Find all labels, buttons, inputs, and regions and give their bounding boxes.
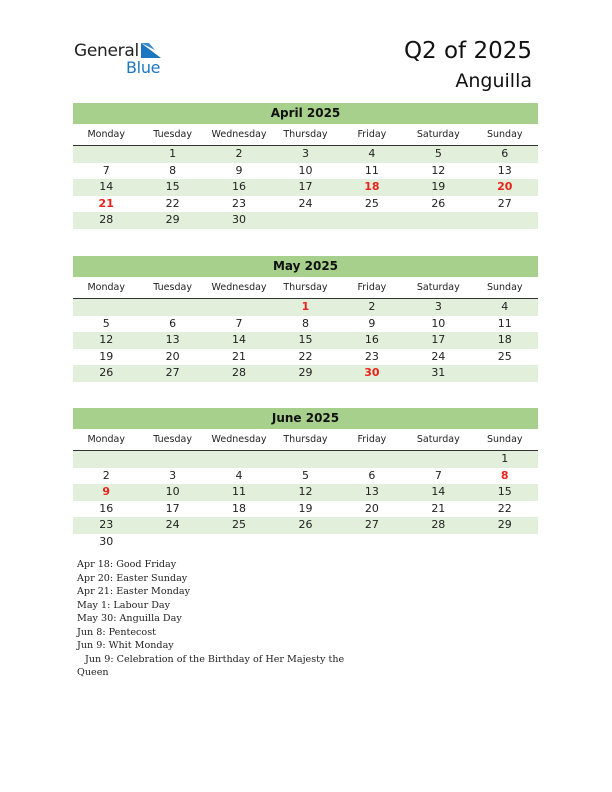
week-row — [73, 179, 538, 196]
week-row — [73, 501, 538, 518]
day-cell: 30 — [99, 534, 114, 548]
week-row — [73, 196, 538, 213]
day-cell — [272, 451, 338, 468]
day-cell: 3 — [301, 147, 309, 160]
page-title: Q2 of 2025 — [403, 38, 532, 64]
day-cell: 14 — [232, 333, 247, 347]
day-cell: 15 — [298, 333, 313, 347]
day-cell: 19 — [298, 501, 313, 515]
day-cell: 5 — [434, 147, 442, 160]
day-cell: 12 — [298, 485, 313, 499]
day-cell — [206, 451, 272, 468]
day-cell: 5 — [102, 316, 110, 330]
day-cell: 29 — [497, 518, 512, 532]
holiday-note: Apr 20: Easter Sunday — [77, 572, 188, 584]
month-calendar-may — [73, 256, 538, 382]
day-of-week-label: Monday — [87, 282, 125, 293]
day-cell — [73, 299, 139, 316]
day-of-week-label: Thursday — [283, 434, 328, 445]
day-cell — [472, 534, 538, 551]
week-row — [73, 468, 538, 485]
week-row — [73, 534, 538, 551]
day-cell: 10 — [298, 163, 313, 177]
day-cell: 25 — [364, 196, 379, 210]
holiday-note: Jun 9: Whit Monday — [77, 640, 174, 651]
day-of-week-label: Thursday — [283, 282, 328, 293]
day-cell — [405, 451, 471, 468]
holiday-note: May 1: Labour Day — [77, 599, 171, 611]
day-cell: 29 — [165, 213, 180, 227]
day-cell: 9 — [102, 485, 111, 499]
day-cell: 17 — [165, 501, 180, 515]
day-of-week-row — [73, 281, 538, 299]
day-cell: 3 — [434, 300, 442, 313]
day-cell: 13 — [364, 485, 379, 499]
logo-blue-text: Blue — [126, 58, 161, 77]
day-cell — [73, 451, 139, 468]
day-cell: 27 — [165, 366, 180, 380]
holiday-note: May 30: Anguilla Day — [77, 613, 182, 624]
day-cell: 11 — [364, 163, 379, 177]
day-cell: 14 — [99, 180, 114, 194]
day-cell: 8 — [500, 468, 509, 482]
day-cell: 15 — [165, 180, 180, 194]
day-cell: 22 — [298, 349, 313, 363]
day-of-week-label: Saturday — [416, 282, 460, 293]
day-cell: 7 — [102, 163, 110, 177]
day-cell: 9 — [368, 316, 376, 330]
day-of-week-label: Saturday — [416, 129, 460, 140]
month-header: May 2025 — [73, 256, 538, 277]
day-cell: 2 — [102, 468, 110, 482]
day-cell: 20 — [497, 180, 513, 194]
holiday-note: Queen — [77, 667, 109, 678]
week-row — [73, 146, 538, 163]
day-cell: 24 — [165, 518, 180, 532]
day-of-week-label: Tuesday — [153, 282, 192, 293]
day-cell: 30 — [232, 213, 247, 227]
day-of-week-label: Wednesday — [211, 129, 267, 140]
day-cell: 11 — [497, 316, 512, 330]
day-cell: 31 — [431, 366, 446, 380]
day-of-week-label: Wednesday — [211, 434, 267, 445]
week-row — [73, 316, 538, 333]
day-cell — [339, 534, 405, 551]
day-cell: 18 — [232, 501, 247, 515]
day-of-week-label: Saturday — [416, 434, 460, 445]
day-cell: 22 — [497, 501, 512, 515]
day-cell — [472, 212, 538, 229]
holiday-note: Apr 21: Easter Monday — [77, 586, 191, 597]
day-of-week-label: Sunday — [486, 282, 523, 293]
day-cell: 26 — [99, 366, 114, 380]
week-row — [73, 365, 538, 382]
week-row — [73, 163, 538, 180]
day-cell: 28 — [431, 518, 446, 532]
week-row — [73, 484, 538, 501]
day-cell: 13 — [497, 163, 512, 177]
page-subtitle: Anguilla — [455, 70, 532, 92]
day-cell: 23 — [99, 518, 114, 532]
day-cell — [272, 212, 338, 229]
day-cell — [139, 534, 205, 551]
day-cell: 1 — [301, 300, 310, 313]
day-cell — [472, 365, 538, 382]
day-of-week-label: Friday — [357, 129, 387, 140]
month-header: April 2025 — [73, 103, 538, 124]
day-cell — [339, 451, 405, 468]
holiday-note: Apr 18: Good Friday — [77, 559, 177, 570]
day-of-week-label: Friday — [357, 434, 387, 445]
day-cell: 9 — [235, 163, 243, 177]
day-cell: 19 — [431, 180, 446, 194]
day-of-week-label: Sunday — [486, 129, 523, 140]
day-cell: 8 — [301, 316, 309, 330]
week-row — [73, 332, 538, 349]
day-cell: 16 — [232, 180, 247, 194]
day-cell: 24 — [431, 349, 446, 363]
day-cell: 23 — [232, 196, 247, 210]
day-cell: 23 — [364, 349, 379, 363]
logo-general-text: General — [74, 41, 139, 61]
day-cell: 16 — [364, 333, 379, 347]
day-cell: 4 — [368, 147, 376, 160]
week-row — [73, 299, 538, 316]
day-cell — [405, 534, 471, 551]
day-cell: 1 — [169, 147, 177, 160]
day-of-week-label: Wednesday — [211, 282, 267, 293]
day-cell: 25 — [232, 518, 247, 532]
day-cell: 10 — [165, 485, 180, 499]
day-cell: 11 — [232, 485, 247, 499]
day-of-week-label: Tuesday — [153, 434, 192, 445]
day-cell: 12 — [99, 333, 114, 347]
day-cell: 24 — [298, 196, 313, 210]
day-of-week-row — [73, 128, 538, 146]
week-row — [73, 349, 538, 366]
day-of-week-label: Friday — [357, 282, 387, 293]
day-cell: 30 — [364, 366, 380, 380]
day-cell: 2 — [368, 300, 376, 313]
day-cell: 18 — [497, 333, 512, 347]
week-row — [73, 517, 538, 534]
month-calendar-april — [73, 103, 538, 229]
day-cell — [272, 534, 338, 551]
day-cell: 21 — [98, 196, 114, 210]
day-cell: 19 — [99, 349, 114, 363]
week-row — [73, 451, 538, 468]
month-calendar-june — [73, 408, 538, 551]
day-cell: 5 — [301, 468, 309, 482]
day-cell: 8 — [169, 163, 177, 177]
day-cell: 28 — [232, 366, 247, 380]
day-cell: 14 — [431, 485, 446, 499]
day-cell: 17 — [431, 333, 446, 347]
holiday-note: Jun 8: Pentecost — [77, 626, 156, 638]
day-cell: 3 — [169, 468, 177, 482]
day-cell: 27 — [364, 518, 379, 532]
day-cell: 27 — [497, 196, 512, 210]
day-cell: 26 — [431, 196, 446, 210]
day-cell: 26 — [298, 518, 313, 532]
day-cell: 13 — [165, 333, 180, 347]
day-of-week-label: Tuesday — [153, 129, 192, 140]
day-cell: 12 — [431, 163, 446, 177]
holiday-notes — [77, 558, 344, 680]
day-cell: 18 — [364, 180, 380, 194]
day-of-week-label: Monday — [87, 434, 125, 445]
day-cell: 6 — [169, 316, 177, 330]
day-of-week-row — [73, 433, 538, 451]
day-cell: 1 — [501, 452, 509, 465]
day-cell: 20 — [165, 349, 180, 363]
day-cell: 4 — [235, 468, 243, 482]
day-cell — [139, 299, 205, 316]
day-cell — [339, 212, 405, 229]
day-cell: 22 — [165, 196, 180, 210]
day-cell — [206, 534, 272, 551]
holiday-note: Jun 9: Celebration of the Birthday of Her Majesty the — [85, 653, 345, 665]
day-cell: 15 — [497, 485, 512, 499]
day-cell: 10 — [431, 316, 446, 330]
logo-flag-icon — [141, 43, 163, 59]
day-cell: 20 — [364, 501, 379, 515]
day-cell: 16 — [99, 501, 114, 515]
day-cell: 21 — [232, 349, 247, 363]
month-header: June 2025 — [73, 408, 538, 429]
day-of-week-label: Thursday — [283, 129, 328, 140]
day-cell: 25 — [497, 349, 512, 363]
day-cell: 7 — [434, 468, 442, 482]
day-cell: 6 — [368, 468, 376, 482]
day-of-week-label: Sunday — [486, 434, 523, 445]
day-cell: 2 — [235, 147, 243, 160]
day-cell: 4 — [501, 300, 509, 313]
day-cell: 28 — [99, 213, 114, 227]
day-cell — [139, 451, 205, 468]
day-cell: 7 — [235, 316, 243, 330]
day-cell — [206, 299, 272, 316]
week-row — [73, 212, 538, 229]
day-cell: 29 — [298, 366, 313, 380]
day-of-week-label: Monday — [87, 129, 125, 140]
day-cell: 6 — [501, 147, 509, 160]
day-cell: 21 — [431, 501, 446, 515]
day-cell — [73, 146, 139, 163]
day-cell — [405, 212, 471, 229]
day-cell: 17 — [298, 180, 313, 194]
logo — [74, 41, 174, 77]
